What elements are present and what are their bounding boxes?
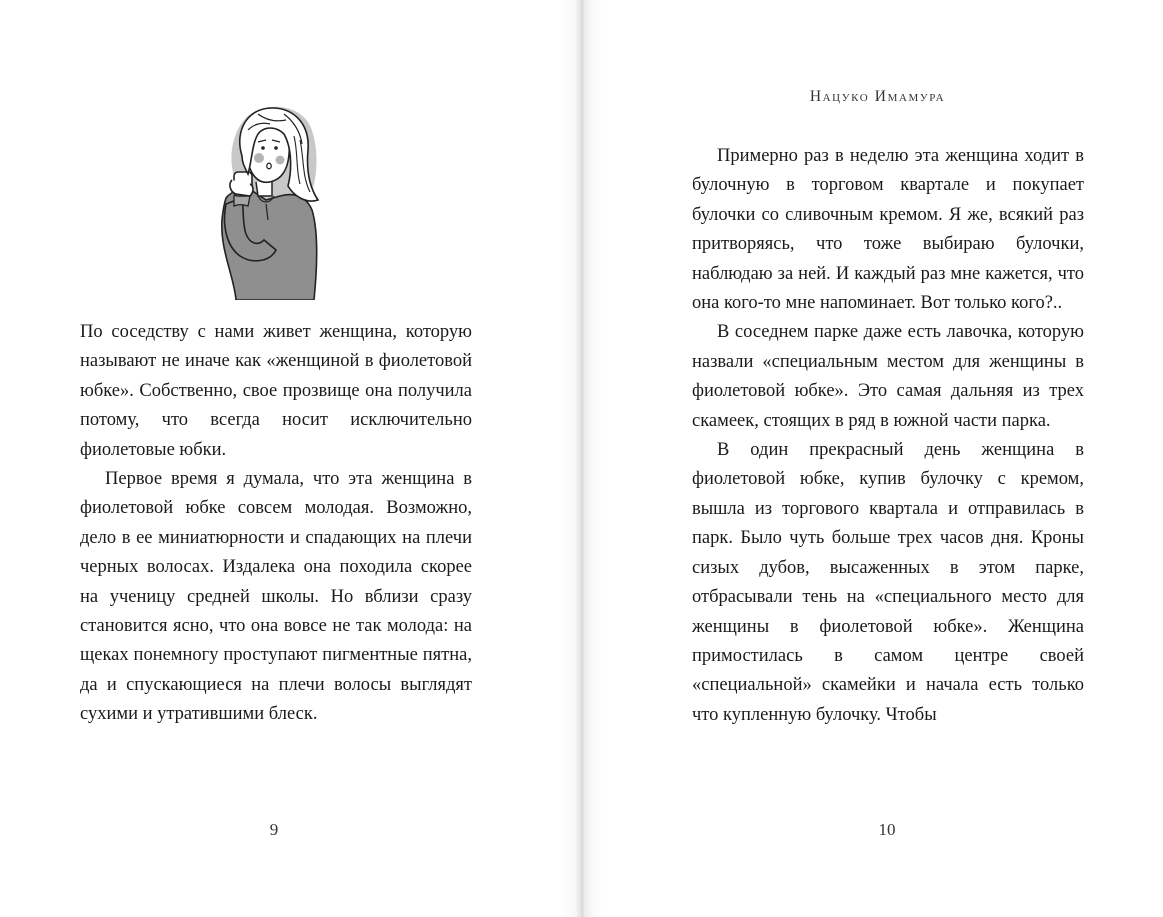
right-page-text [692,142,1084,730]
paragraph: В соседнем парке даже есть лавочка, которую назвали «специальным местом для женщины в фиолетовой юбке». Это самая дальняя из трех скамеек, стоящих в ряд в южной части парка. [692,322,1084,431]
woman-holding-cup-icon [214,100,324,300]
page-number: 10 [878,820,896,839]
page-number: 9 [269,820,279,839]
paragraph: По соседству с нами живет женщина, которую называют не иначе как «женщиной в фиолетовой юбке». Собственно, свое прозвище она получила потому, что всегда носит исключительно фиолетовые юбки. [80,322,472,460]
left-page [0,0,580,917]
paragraph: Первое время я думала, что эта женщина в фиолетовой юбке совсем молодая. Возможно, дело в ее миниатюрности и спадающих на плечи черных волосах. Издалека она походила скорее на ученицу средней школы. Но вблизи сразу становится ясно, что она вовсе не так молода: на щеках понемногу проступают пигментные пятна, да и спускающиеся на плечи волосы выглядят сухими и утратившими блеск. [80,469,472,725]
running-head-author: Нацуко Имамура [809,88,946,105]
paragraph: Примерно раз в неделю эта женщина ходит в булочную в торговом квартале и покупает булочки со сливочным кремом. Я же, всякий раз притворяясь, что тоже выбираю булочки, наблюдаю за ней. И каждый раз мне кажется, что она кого-то мне напоминает. Вот только кого?.. [692,146,1084,314]
right-page [582,0,1163,917]
left-page-text [80,318,472,730]
paragraph: В один прекрасный день женщина в фиолетовой юбке, купив булочку с кремом, вышла из торгового квартала и отправилась в парк. Было чуть больше трех часов дня. Кроны сизых дубов, высаженных в этом парке, отбрасывали тень на «специального место для женщины в фиолетовой юбке». Женщина примостилась в самом центре своей «специальной» скамейки и начала есть только что купленную булочку. Чтобы [692,440,1084,725]
